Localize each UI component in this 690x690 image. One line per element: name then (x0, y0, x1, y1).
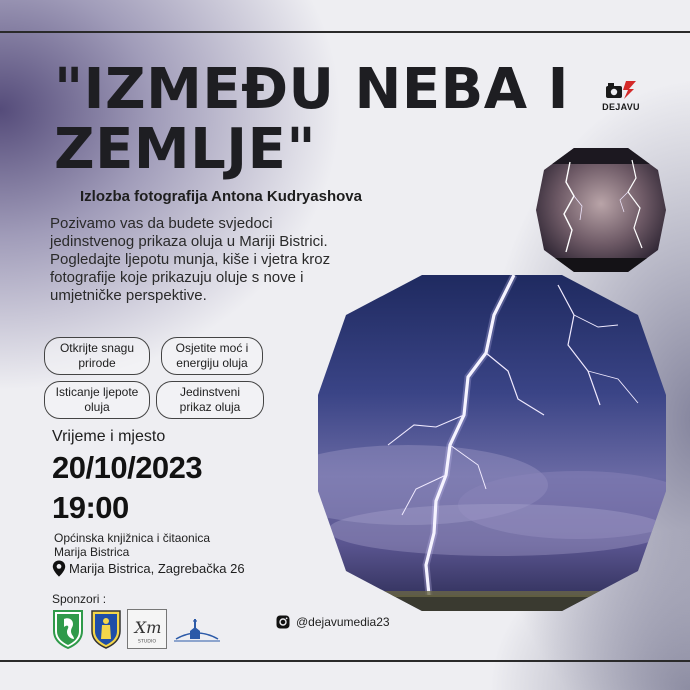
venue-line: Marija Bistrica (54, 545, 130, 559)
dejavu-logo (600, 80, 642, 116)
top-divider (0, 31, 690, 33)
address-text: Marija Bistrica, Zagrebačka 26 (69, 561, 245, 576)
xm-studio-text: STUDIO (137, 639, 157, 645)
exhibition-subtitle: Izlozba fotografija Antona Kudryashova (80, 188, 362, 205)
social-handle-text: @dejavumedia23 (296, 615, 390, 629)
intro-line: umjetničke perspektive. (50, 287, 207, 304)
time-place-label: Vrijeme i mjesto (52, 428, 166, 445)
intro-line: fotografije koje prikazuju oluje s nove i (50, 269, 304, 286)
venue-line: Općinska knjižnica i čitaonica (54, 531, 211, 545)
exhibition-title (54, 57, 594, 182)
sponsors-label: Sponzori : (52, 592, 107, 606)
sponsor-blue-shield-logo (90, 609, 122, 649)
map-pin-icon (52, 560, 66, 577)
lightning-photo-small (536, 148, 666, 272)
highlight-pill: Osjetite moć i energiju oluja (161, 337, 263, 375)
highlight-pill: Otkrijte snagu prirode (44, 337, 150, 375)
intro-line: Pozivamo vas da budete svjedoci (50, 215, 273, 232)
sponsor-xm-studio-logo (127, 609, 167, 649)
intro-line: jedinstvenog prikaza oluja u Mariji Bistrici. (50, 233, 328, 250)
sponsor-church-logo (172, 609, 222, 649)
title-line-1: "IZMEĐU NEBA I (54, 57, 569, 122)
event-date: 20/10/2023 (52, 450, 203, 485)
venue-address (52, 560, 245, 577)
intro-line: Pogledajte ljepotu munja, kiše i vjetra kroz (50, 251, 331, 268)
instagram-handle[interactable] (276, 615, 390, 629)
highlight-pill: Isticanje ljepote oluja (44, 381, 150, 419)
sponsor-green-shield-logo (52, 609, 84, 649)
bottom-divider (0, 660, 690, 662)
highlight-pill: Jedinstveni prikaz oluja (156, 381, 264, 419)
logo-text: DEJAVU (602, 102, 640, 112)
title-line-2: ZEMLJE" (54, 117, 317, 182)
instagram-camera-icon (276, 615, 290, 629)
event-time: 19:00 (52, 490, 129, 525)
venue-name (54, 531, 210, 559)
lightning-photo-large (318, 275, 666, 611)
xm-letters: Xm (134, 617, 162, 637)
camera-bolt-logo-icon (602, 80, 640, 100)
